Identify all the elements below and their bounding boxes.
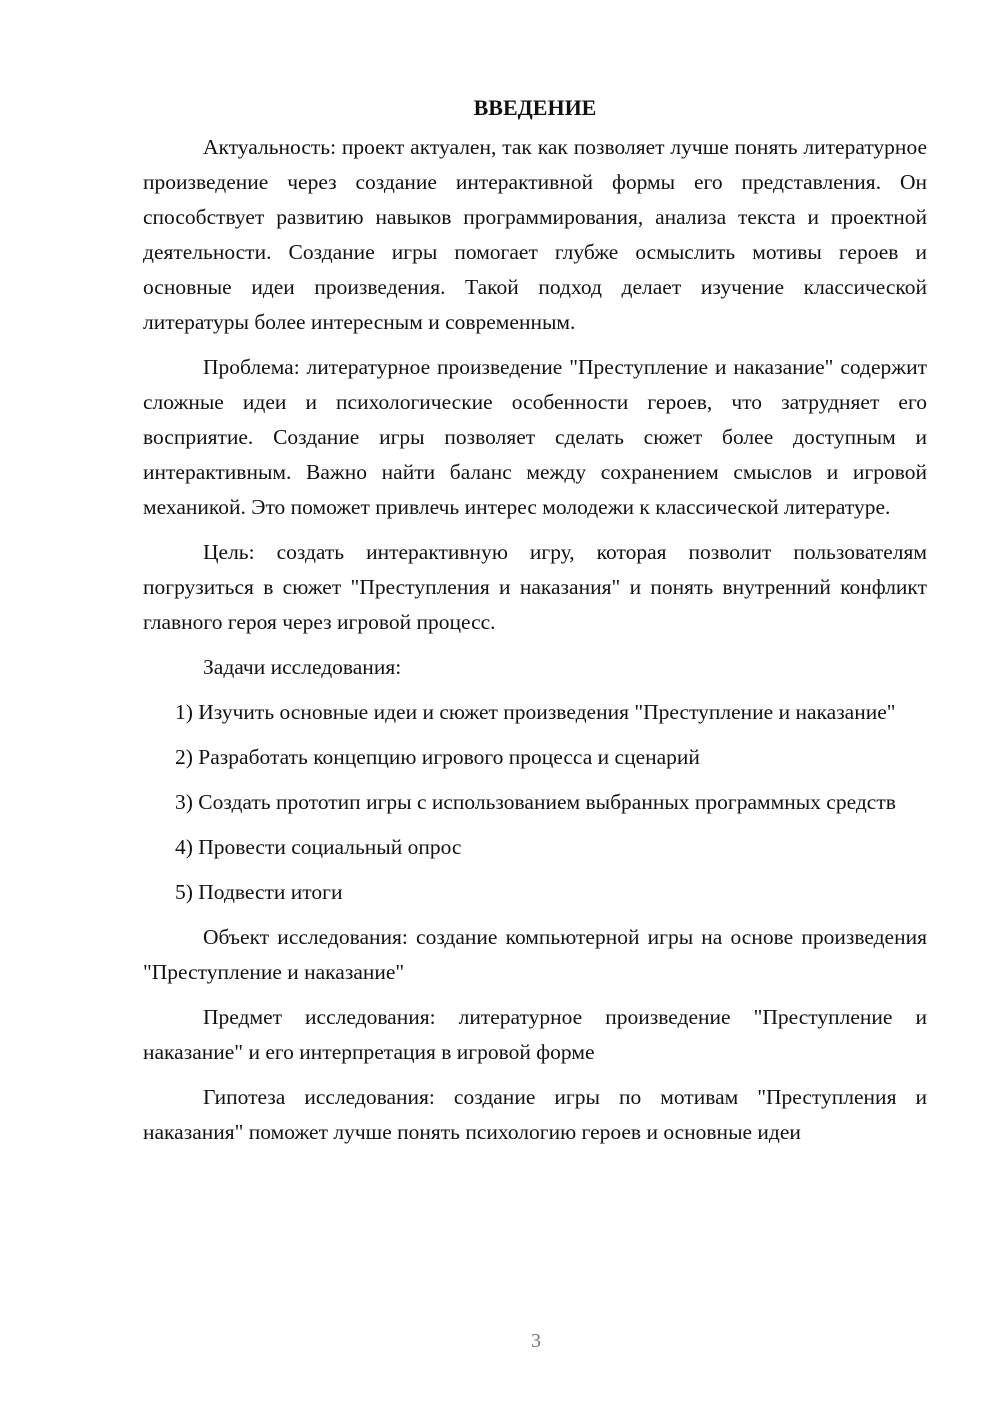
paragraph-hypothesis: Гипотеза исследования: создание игры по мотивам "Преступления и наказания" поможет лучше понять психологию героев и основные идеи (143, 1085, 927, 1144)
list-item-task-2: 2) Разработать концепцию игрового процесса и сценарий (175, 745, 700, 769)
list-item-task-5: 5) Подвести итоги (175, 880, 343, 904)
document-page (143, 90, 927, 1160)
paragraph-goal: Цель: создать интерактивную игру, которая позволит пользователям погрузиться в сюжет "Преступления и наказания" и понять внутренний конфликт главного героя через игровой процесс. (143, 540, 927, 634)
page-number: 3 (531, 1330, 541, 1352)
list-item-task-4: 4) Провести социальный опрос (175, 835, 462, 859)
list-item-task-1: 1) Изучить основные идеи и сюжет произведения "Преступление и наказание" (175, 700, 896, 724)
list-item-task-3: 3) Создать прототип игры с использованием выбранных программных средств (175, 790, 896, 814)
paragraph-object: Объект исследования: создание компьютерной игры на основе произведения "Преступление и наказание" (143, 925, 927, 984)
paragraph-tasks-heading: Задачи исследования: (203, 655, 402, 679)
paragraph-problem: Проблема: литературное произведение "Преступление и наказание" содержит сложные идеи и психологические особенности героев, что затрудняет его восприятие. Создание игры позволяет сделать сюжет более доступным и интерактивным. Важно найти баланс между сохранением смыслов и игровой механикой. Это поможет привлечь интерес молодежи к классической литературе. (143, 355, 927, 519)
paragraph-subject: Предмет исследования: литературное произведение "Преступление и наказание" и его интерпретация в игровой форме (143, 1005, 927, 1064)
page-title: ВВЕДЕНИЕ (473, 95, 597, 120)
paragraph-relevance: Актуальность: проект актуален, так как позволяет лучше понять литературное произведение через создание интерактивной формы его представления. Он способствует развитию навыков программирования, анализа текста и проектной деятельности. Создание игры помогает глубже осмыслить мотивы героев и основные идеи произведения. Такой подход делает изучение классической литературы более интересным и современным. (143, 135, 927, 334)
